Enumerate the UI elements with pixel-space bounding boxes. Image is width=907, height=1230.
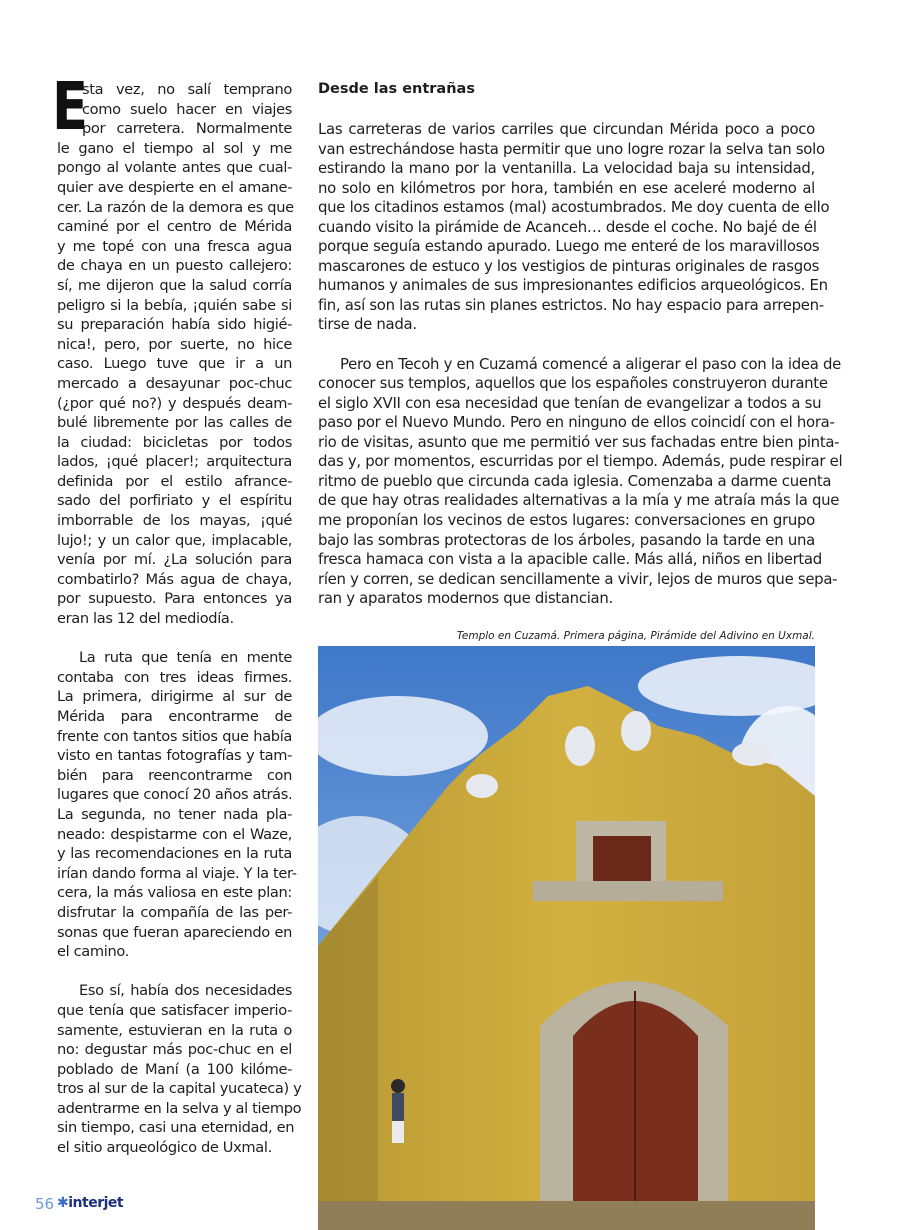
text-line: sonas que fueran apareciendo en bbox=[57, 923, 292, 941]
text-line: Pero en Tecoh y en Cuzamá comencé a aligerar el paso con la idea de bbox=[340, 354, 842, 373]
text-line: eran las 12 del mediodía. bbox=[57, 610, 234, 628]
text-line: sí, me dijeron que la salud corría bbox=[57, 276, 292, 294]
text-line: y me topé con una fresca agua bbox=[57, 237, 292, 255]
text-line: pongo al volante antes que cual- bbox=[57, 159, 292, 177]
text-line: por carretera. Normalmente bbox=[82, 120, 292, 138]
text-line: de que hay otras realidades alternativas a la mía y me atraía más la que bbox=[318, 491, 840, 510]
left-column bbox=[57, 80, 302, 1158]
text-line: paso por el Nuevo Mundo. Pero en ninguno de ellos coincidí con el hora- bbox=[318, 413, 835, 432]
paragraph bbox=[57, 981, 302, 1157]
text-line: irían dando forma al viaje. Y la ter- bbox=[57, 864, 297, 882]
text-line: me proponían los vecinos de estos lugares: conversaciones en grupo bbox=[318, 510, 815, 529]
text-line: caso. Luego tuve que ir a un bbox=[57, 355, 292, 373]
text-line: lujo!; y un calor que, implacable, bbox=[57, 531, 292, 549]
section-heading: Desde las entrañas bbox=[318, 81, 475, 97]
text-line: definida por el estilo afrance- bbox=[57, 472, 292, 490]
text-line: y las recomendaciones en la ruta bbox=[57, 845, 292, 863]
text-line: contaba con tres ideas firmes. bbox=[57, 668, 292, 686]
logo-text: interjet bbox=[68, 1195, 124, 1211]
text-line: fresca hamaca con vista a la apacible calle. Más allá, niños en libertad bbox=[318, 550, 822, 569]
paragraph bbox=[57, 80, 292, 629]
text-line: cuando visito la pirámide de Acanceh… desde el coche. No bajé de él bbox=[318, 217, 817, 236]
text-line: bajo las sombras protectoras de los árboles, pasando la tarde en una bbox=[318, 530, 815, 549]
text-line: sta vez, no salí temprano bbox=[82, 81, 292, 98]
text-line: venía por mí. ¿La solución para bbox=[57, 551, 292, 569]
text-line: cer. La razón de la demora es que bbox=[57, 198, 294, 216]
text-line: mercado a desayunar poc-chuc bbox=[57, 374, 292, 392]
page-number: 56 bbox=[35, 1195, 55, 1213]
text-line: humanos y animales de sus impresionantes edificios arqueológicos. En bbox=[318, 276, 828, 295]
text-line: peligro si la bebía, ¡quién sabe si bbox=[57, 296, 292, 314]
text-line: La ruta que tenía en mente bbox=[79, 649, 292, 667]
text-line: frente con tantos sitios que había bbox=[57, 727, 292, 745]
text-line: Eso sí, había dos necesidades bbox=[79, 982, 292, 1000]
text-line: poblado de Maní (a 100 kilóme- bbox=[57, 1060, 292, 1078]
text-line: su preparación había sido higié- bbox=[57, 316, 292, 334]
text-line: Las carreteras de varios carriles que circundan Mérida poco a poco bbox=[318, 120, 815, 138]
text-line: caminé por el centro de Mérida bbox=[57, 218, 292, 236]
text-line: ritmo de pueblo que circunda cada iglesia. Comenzaba a darme cuenta bbox=[318, 471, 832, 490]
text-line: el siglo XVII con esa necesidad que tenían de evangelizar a todos a su bbox=[318, 393, 822, 412]
text-line: visto en tantas fotografías y tam- bbox=[57, 747, 292, 765]
text-line: mascarones de estuco y los vestigios de pinturas originales de rasgos bbox=[318, 256, 820, 275]
text-line: samente, estuvieran en la ruta o bbox=[57, 1021, 292, 1039]
text-line: que los citadinos estamos (mal) acostumbrados. Me doy cuenta de ello bbox=[318, 198, 830, 217]
text-line: cera, la más valiosa en este plan: bbox=[57, 884, 292, 902]
text-line: lados, ¡qué placer!; arquitectura bbox=[57, 453, 292, 471]
text-line: estirando la mano por la ventanilla. La velocidad baja su intensidad, bbox=[318, 159, 815, 178]
text-line: de chaya en un puesto callejero: bbox=[57, 257, 292, 275]
star-icon: ✱ bbox=[57, 1195, 69, 1211]
text-line: adentrarme en la selva y al tiempo bbox=[57, 1099, 302, 1117]
drop-cap: E bbox=[52, 68, 89, 145]
paragraph bbox=[318, 120, 830, 335]
paragraph-gap bbox=[318, 335, 815, 355]
text-line: La primera, dirigirme al sur de bbox=[57, 688, 292, 706]
text-line: disfrutar la compañía de las per- bbox=[57, 903, 292, 921]
paragraph bbox=[57, 648, 297, 962]
text-line: fin, así son las rutas sin planes estrictos. No hay espacio para arrepen- bbox=[318, 295, 824, 314]
text-line: no: degustar más poc-chuc en el bbox=[57, 1041, 292, 1059]
text-line: sado del porfiriato y el espíritu bbox=[57, 492, 292, 510]
text-line: el sitio arqueológico de Uxmal. bbox=[57, 1139, 272, 1157]
text-line: tirse de nada. bbox=[318, 315, 417, 334]
text-line: porque seguía estando apurado. Luego me enteré de los maravillosos bbox=[318, 237, 820, 256]
paragraph-gap bbox=[57, 629, 292, 649]
text-line: quier ave despierte en el amane- bbox=[57, 178, 292, 196]
photo-caption: Templo en Cuzamá. Primera página, Pirámide del Adivino en Uxmal. bbox=[456, 630, 815, 642]
text-line: ran y aparatos modernos que distancian. bbox=[318, 589, 613, 608]
text-line: tros al sur de la capital yucateca) y bbox=[57, 1080, 302, 1098]
text-line: sin tiempo, casi una eternidad, en bbox=[57, 1119, 295, 1137]
paragraph-gap bbox=[57, 962, 292, 982]
text-line: van estrechándose hasta permitir que uno logre rozar la selva tan solo bbox=[318, 139, 825, 158]
text-line: como suelo hacer en viajes bbox=[82, 100, 292, 118]
text-line: por supuesto. Para entonces ya bbox=[57, 590, 292, 608]
text-line: Mérida para encontrarme de bbox=[57, 708, 292, 725]
right-column bbox=[318, 120, 843, 609]
interjet-logo bbox=[57, 1195, 123, 1211]
text-line: que tenía que satisfacer imperio- bbox=[57, 1001, 292, 1019]
text-line: neado: despistarme con el Waze, bbox=[57, 825, 292, 843]
paragraph bbox=[318, 354, 843, 609]
text-line: ríen y corren, se dedican sencillamente a vivir, lejos de muros que sepa- bbox=[318, 569, 838, 588]
text-line: bién para reencontrarme con bbox=[57, 766, 292, 784]
text-line: rio de visitas, asunto que me permitió ver sus fachadas entre bien pinta- bbox=[318, 432, 840, 451]
church-photo bbox=[318, 646, 815, 1230]
text-line: nica!, pero, por suerte, no hice bbox=[57, 335, 292, 353]
text-line: lugares que conocí 20 años atrás. bbox=[57, 786, 293, 804]
text-line: conocer sus templos, aquellos que los españoles construyeron durante bbox=[318, 374, 828, 393]
text-line: no solo en kilómetros por hora, también en ese aceleré moderno al bbox=[318, 178, 815, 197]
text-line: la ciudad: bicicletas por todos bbox=[57, 433, 292, 451]
text-line: imborrable de los mayas, ¡qué bbox=[57, 512, 292, 530]
text-line: das y, por momentos, escurridas por el tiempo. Además, pude respirar el bbox=[318, 452, 843, 471]
text-line: el camino. bbox=[57, 943, 129, 961]
text-line: le gano el tiempo al sol y me bbox=[57, 139, 292, 157]
text-line: bulé libremente por las calles de bbox=[57, 414, 292, 432]
text-line: (¿por qué no?) y después deam- bbox=[57, 394, 292, 412]
text-line: combatirlo? Más agua de chaya, bbox=[57, 570, 292, 588]
text-line: La segunda, no tener nada pla- bbox=[57, 805, 292, 823]
